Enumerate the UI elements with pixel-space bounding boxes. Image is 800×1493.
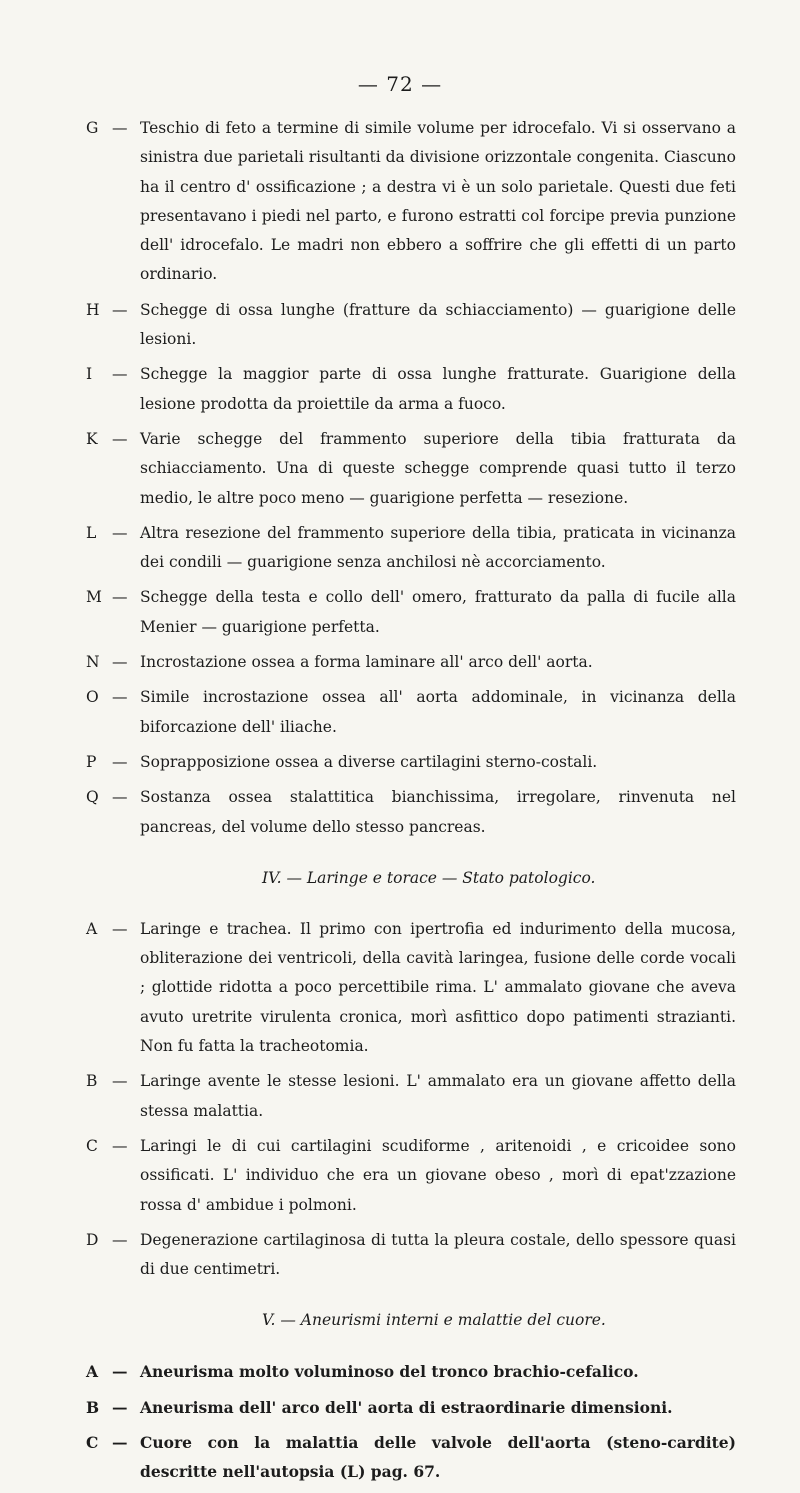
entry-dash: — bbox=[112, 688, 128, 707]
entry-dash: — bbox=[112, 523, 128, 542]
catalog-entry bbox=[86, 360, 736, 419]
entry-letter: H bbox=[86, 300, 100, 319]
entry-text: Sostanza ossea stalattitica bianchissima, irregolare, rinvenuta nel pancreas, del volume dello stesso pancreas. bbox=[140, 788, 736, 836]
entry-letter: B bbox=[86, 1072, 98, 1091]
catalog-entry bbox=[86, 915, 736, 1061]
entry-text: Schegge la maggior parte di ossa lunghe fratturate. Guarigione della lesione prodotta da proiettile da arma a fuoco. bbox=[140, 365, 736, 413]
entry-text: Varie schegge del frammento superiore della tibia fratturata da schiacciamento. Una di queste schegge comprende quasi tutto il terzo medio, le altre poco meno — guarigione perfetta — resezione. bbox=[140, 429, 736, 507]
entry-letter: I bbox=[86, 365, 93, 384]
entry-text: Simile incrostazione ossea all' aorta addominale, in vicinanza della biforcazione dell' iliache. bbox=[140, 688, 736, 736]
entry-letter: L bbox=[86, 523, 97, 542]
section-heading: IV. — Laringe e torace — Stato patologico. bbox=[262, 868, 596, 887]
entry-dash: — bbox=[112, 588, 128, 607]
entry-text: Aneurisma dell' arco dell' aorta di estraordinarie dimensioni. bbox=[140, 1397, 673, 1417]
catalog-entry bbox=[86, 519, 736, 578]
entry-letter: P bbox=[86, 752, 97, 771]
entry-letter: K bbox=[86, 429, 98, 448]
entry-dash: — bbox=[112, 365, 128, 384]
catalog-section-larynx bbox=[0, 864, 800, 1285]
entry-dash: — bbox=[112, 1136, 128, 1155]
catalog-entry bbox=[86, 425, 736, 513]
catalog-section-continuation bbox=[0, 114, 800, 842]
entry-dash: — bbox=[112, 1397, 128, 1417]
entry-text: Degenerazione cartilaginosa di tutta la pleura costale, dello spessore quasi di due centimetri. bbox=[140, 1230, 736, 1279]
entry-letter: Q bbox=[86, 788, 99, 807]
catalog-entry bbox=[86, 583, 736, 642]
entry-text: Cuore con la malattia delle valvole dell'aorta (steno-cardite) descritte nell'autopsia (L) pag. 67. bbox=[140, 1432, 736, 1482]
entry-dash: — bbox=[112, 919, 128, 938]
entry-letter: M bbox=[86, 588, 102, 607]
catalog-section-aneurysms bbox=[0, 1306, 800, 1486]
catalog-entry bbox=[86, 648, 736, 677]
entry-letter: A bbox=[86, 1362, 99, 1382]
entry-text: Laringe avente le stesse lesioni. L' ammalato era un giovane affetto della stessa malattia. bbox=[140, 1072, 736, 1120]
entry-dash: — bbox=[112, 1230, 128, 1249]
entry-dash: — bbox=[112, 119, 128, 137]
catalog-entry bbox=[86, 748, 736, 777]
entry-text: Schegge di ossa lunghe (fratture da schiacciamento) — guarigione delle lesioni. bbox=[140, 300, 736, 349]
entry-text: Laringe e trachea. Il primo con ipertrofia ed indurimento della mucosa, obliterazione dei ventricoli, della cavità laringea, fusione delle corde vocali ; glottide ridotta a poco percettibile rima. L' ammalato giovane che aveva avuto uretrite virulenta cronica, morì asfittico dopo patimenti strazianti. Non fu fatta la tracheotomia. bbox=[140, 919, 736, 1056]
catalog-entry bbox=[86, 683, 736, 742]
entry-letter: B bbox=[86, 1397, 100, 1417]
entry-letter: O bbox=[86, 688, 99, 707]
entry-text: Soprapposizione ossea a diverse cartilagini sterno-costali. bbox=[140, 752, 598, 771]
entry-letter: A bbox=[86, 919, 98, 938]
entry-dash: — bbox=[112, 429, 128, 448]
catalog-entry bbox=[86, 1393, 736, 1422]
entry-text: Laringi le di cui cartilagini scudiforme , aritenoidi , e cricoidee sono ossificati. L' individuo che era un giovane obeso , morì di epat'zzazione rossa d' ambidue i polmoni. bbox=[140, 1136, 736, 1214]
catalog-entry bbox=[86, 1428, 736, 1487]
entry-dash: — bbox=[112, 300, 128, 319]
entry-dash: — bbox=[112, 752, 128, 771]
section-heading: V. — Aneurismi interni e malattie del cuore. bbox=[262, 1311, 606, 1330]
entry-text: Aneurisma molto voluminoso del tronco brachio-cefalico. bbox=[140, 1362, 639, 1382]
entry-dash: — bbox=[112, 1072, 128, 1091]
entry-text: Altra resezione del frammento superiore della tibia, praticata in vicinanza dei condili — guarigione senza anchilosi nè accorciamento. bbox=[140, 523, 736, 572]
catalog-entry bbox=[86, 296, 736, 355]
entry-letter: D bbox=[86, 1230, 99, 1249]
entry-letter: C bbox=[86, 1136, 98, 1155]
page-content bbox=[0, 114, 800, 1493]
catalog-entry bbox=[86, 114, 736, 290]
catalog-entry bbox=[86, 783, 736, 842]
entry-dash: — bbox=[112, 1362, 128, 1382]
catalog-entry bbox=[86, 1357, 736, 1386]
entry-text: Schegge della testa e collo dell' omero, fratturato da palla di fucile alla Menier — guarigione perfetta. bbox=[140, 588, 736, 636]
catalog-entry bbox=[86, 1067, 736, 1126]
page-number: — 72 — bbox=[357, 72, 443, 96]
catalog-entry bbox=[86, 1132, 736, 1220]
entry-letter: N bbox=[86, 653, 100, 672]
entry-text: Teschio di feto a termine di simile volume per idrocefalo. Vi si osservano a sinistra due parietali risultanti da divisione orizzontale congenita. Ciascuno ha il centro d' ossificazione ; a destra vi è un solo parietale. Questi due feti presentavano i piedi nel parto, e furono estratti col forcipe previa punzione dell' idrocefalo. Le madri non ebbero a soffrire che gli effetti di un parto ordinario. bbox=[140, 119, 736, 284]
entry-dash: — bbox=[112, 653, 128, 672]
entry-dash: — bbox=[112, 788, 128, 807]
entry-text: Incrostazione ossea a forma laminare all' arco dell' aorta. bbox=[140, 653, 593, 672]
entry-letter: G bbox=[86, 119, 99, 137]
catalog-entry bbox=[86, 1226, 736, 1285]
entry-letter: C bbox=[86, 1432, 99, 1452]
entry-dash: — bbox=[112, 1432, 128, 1452]
